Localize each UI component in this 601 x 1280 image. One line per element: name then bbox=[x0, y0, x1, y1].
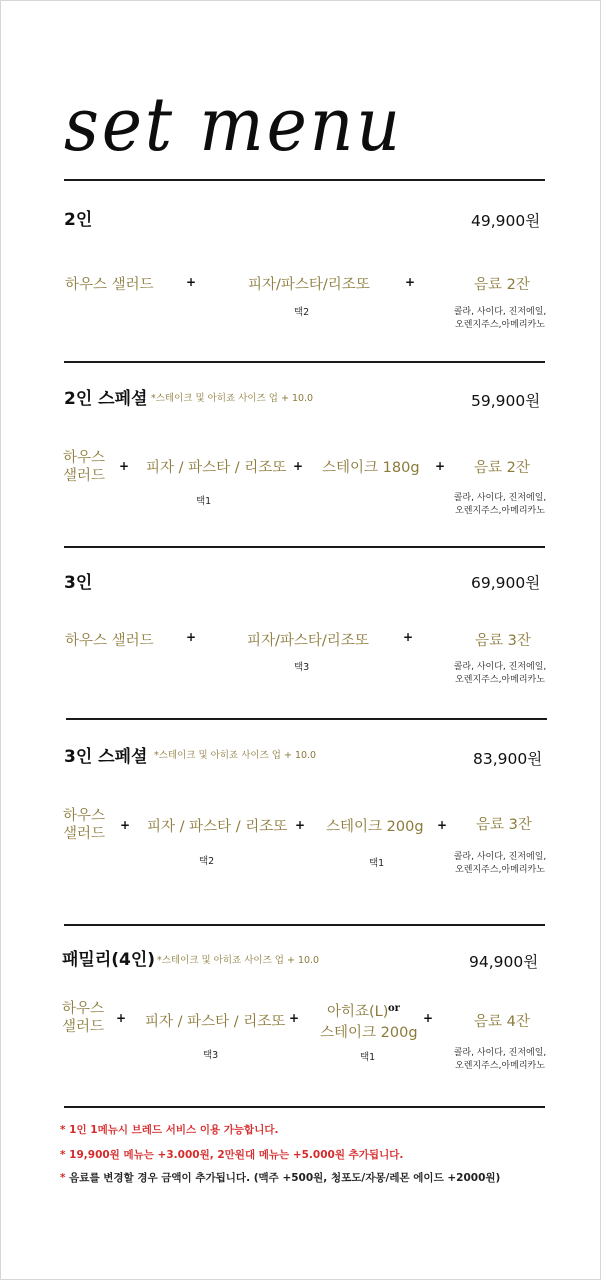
salad-item: 하우스 샐러드 bbox=[62, 1001, 105, 1035]
section-divider bbox=[64, 1106, 545, 1108]
footnote-bread-service: * 1인 1메뉴시 브레드 서비스 이용 가능합니다. bbox=[60, 1124, 279, 1136]
choice-count: 택1 bbox=[196, 496, 212, 507]
plus-sign: + bbox=[437, 818, 448, 832]
upgrade-note: *스테이크 및 아히죠 사이즈 업 + 10.0 bbox=[154, 750, 317, 761]
drink-options: 콜라, 사이다, 진저에일, 오렌지주스,아메리카노 bbox=[453, 493, 547, 516]
steak-item: 스테이크 200g bbox=[320, 1025, 418, 1041]
steak-item: 스테이크 200g bbox=[326, 819, 424, 835]
plus-sign: + bbox=[405, 275, 416, 289]
set-price: 94,900원 bbox=[469, 953, 539, 971]
drink-options: 콜라, 사이다, 진저에일, 오렌지주스,아메리카노 bbox=[453, 852, 547, 875]
set-name: 3인 bbox=[64, 573, 93, 593]
drink-options: 콜라, 사이다, 진저에일, 오렌지주스,아메리카노 bbox=[453, 662, 547, 685]
plus-sign: + bbox=[186, 275, 197, 289]
set-name: 패밀리(4인) bbox=[62, 950, 156, 970]
main-item: 피자/파스타/리조또 bbox=[248, 277, 370, 293]
set-name: 2인 스페셜 bbox=[64, 389, 148, 409]
menu-title: set menu bbox=[64, 82, 403, 168]
set-price: 59,900원 bbox=[471, 392, 541, 410]
set-price: 69,900원 bbox=[471, 574, 541, 592]
ajillo-item: 아히죠(L) bbox=[327, 1004, 389, 1020]
section-divider bbox=[64, 361, 545, 363]
choice-count: 택2 bbox=[294, 307, 310, 318]
set-name: 2인 bbox=[64, 210, 93, 230]
drinks-item: 음료 3잔 bbox=[476, 817, 532, 833]
drink-options: 콜라, 사이다, 진저에일, 오렌지주스,아메리카노 bbox=[453, 1048, 547, 1071]
choice-count: 택2 bbox=[199, 856, 215, 867]
plus-sign: + bbox=[293, 459, 304, 473]
choice-count: 택3 bbox=[203, 1050, 219, 1061]
plus-sign: + bbox=[186, 630, 197, 644]
drinks-item: 음료 3잔 bbox=[475, 633, 531, 649]
salad-item: 하우스 샐러드 bbox=[63, 450, 106, 484]
plus-sign: + bbox=[120, 818, 131, 832]
main-item: 피자/파스타/리조또 bbox=[247, 633, 369, 649]
set-price: 49,900원 bbox=[471, 212, 541, 230]
section-divider bbox=[64, 924, 545, 926]
plus-sign: + bbox=[295, 818, 306, 832]
drinks-item: 음료 2잔 bbox=[474, 460, 530, 476]
upgrade-note: *스테이크 및 아히죠 사이즈 업 + 10.0 bbox=[151, 393, 314, 404]
plus-sign: + bbox=[289, 1011, 300, 1025]
main-item: 피자 / 파스타 / 리조또 bbox=[146, 460, 287, 476]
footnote-drink-change: * 음료를 변경할 경우 금액이 추가됩니다. (맥주 +500원, 청포도/자몽/레몬 에이드 +2000원) bbox=[60, 1172, 501, 1184]
salad-item: 하우스 샐러드 bbox=[63, 808, 106, 842]
drinks-item: 음료 4잔 bbox=[474, 1014, 530, 1030]
set-price: 83,900원 bbox=[473, 750, 543, 768]
main-item: 피자 / 파스타 / 리조또 bbox=[145, 1014, 286, 1030]
steak-item: 스테이크 180g bbox=[322, 460, 420, 476]
plus-sign: + bbox=[435, 459, 446, 473]
section-divider bbox=[66, 718, 547, 720]
section-divider bbox=[64, 546, 545, 548]
drink-options: 콜라, 사이다, 진저에일, 오렌지주스,아메리카노 bbox=[453, 307, 547, 330]
choice-count: 택1 bbox=[369, 858, 385, 869]
set-name: 3인 스페셜 bbox=[64, 747, 148, 767]
plus-sign: + bbox=[403, 630, 414, 644]
salad-item: 하우스 샐러드 bbox=[65, 277, 154, 293]
title-divider bbox=[64, 179, 545, 181]
main-item: 피자 / 파스타 / 리조또 bbox=[147, 819, 288, 835]
footnote-price-surcharge: * 19,900원 메뉴는 +3.000원, 2만원대 메뉴는 +5.000원 추가됩니다. bbox=[60, 1149, 404, 1161]
plus-sign: + bbox=[119, 459, 130, 473]
plus-sign: + bbox=[116, 1011, 127, 1025]
choice-count: 택3 bbox=[294, 662, 310, 673]
choice-count: 택1 bbox=[360, 1052, 376, 1063]
upgrade-note: *스테이크 및 아히죠 사이즈 업 + 10.0 bbox=[157, 955, 320, 966]
plus-sign: + bbox=[423, 1011, 434, 1025]
or-label: or bbox=[388, 1003, 400, 1014]
salad-item: 하우스 샐러드 bbox=[65, 633, 154, 649]
drinks-item: 음료 2잔 bbox=[474, 277, 530, 293]
